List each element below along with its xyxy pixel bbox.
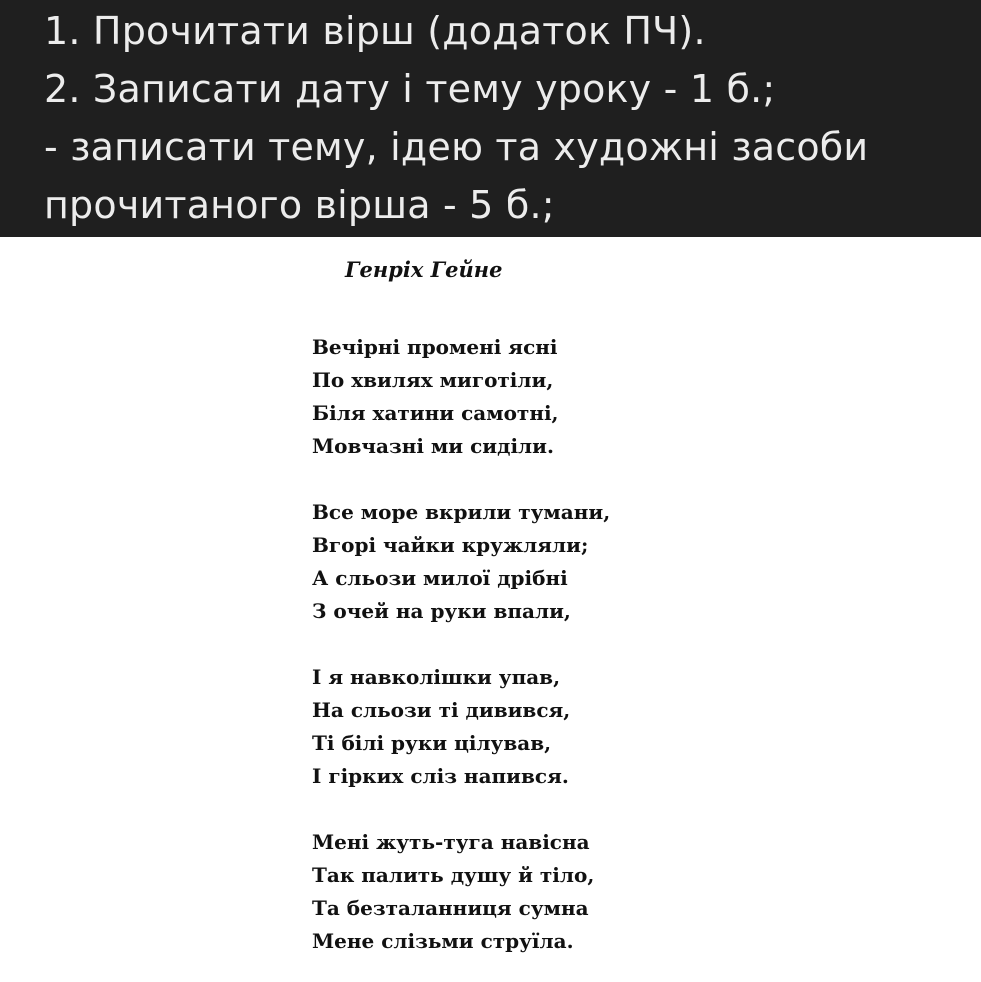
verse-line: А сльози милої дрібні — [312, 566, 568, 590]
instruction-line-2: 2. Записати дату і тему уроку - 1 б.; — [44, 67, 776, 111]
instruction-line-3: - записати тему, ідею та художні засоби — [44, 125, 869, 169]
instruction-line-4: прочитаного вірша - 5 б.; — [44, 183, 555, 227]
verse-line: Мене слізьми струїла. — [312, 929, 574, 953]
verse-line: Вечірні промені ясні — [312, 335, 558, 359]
verse-line: Та безталанниця сумна — [312, 896, 589, 920]
verse-line: Все море вкрили тумани, — [312, 500, 611, 524]
poem-author: Генріх Гейне — [345, 257, 503, 282]
stanza-3 — [312, 661, 610, 793]
verse-line: Так палить душу й тіло, — [312, 863, 595, 887]
instruction-line-1: 1. Прочитати вірш (додаток ПЧ). — [44, 9, 706, 53]
stanza-2 — [312, 496, 610, 628]
assignment-instructions-banner — [0, 0, 981, 237]
verse-line: Мені жуть-туга навісна — [312, 830, 590, 854]
verse-line: На сльози ті дивився, — [312, 698, 571, 722]
verse-line: І гірких сліз напився. — [312, 764, 569, 788]
verse-line: І я навколішки упав, — [312, 665, 561, 689]
verse-line: З очей на руки впали, — [312, 599, 571, 623]
stanza-4 — [312, 826, 610, 958]
verse-line: Мовчазні ми сиділи. — [312, 434, 554, 458]
stanza-1 — [312, 331, 610, 463]
verse-line: Біля хатини самотні, — [312, 401, 559, 425]
verse-line: Вгорі чайки кружляли; — [312, 533, 589, 557]
verse-line: Ті білі руки цілував, — [312, 731, 552, 755]
verse-line: По хвилях миготіли, — [312, 368, 554, 392]
poem — [312, 250, 610, 982]
